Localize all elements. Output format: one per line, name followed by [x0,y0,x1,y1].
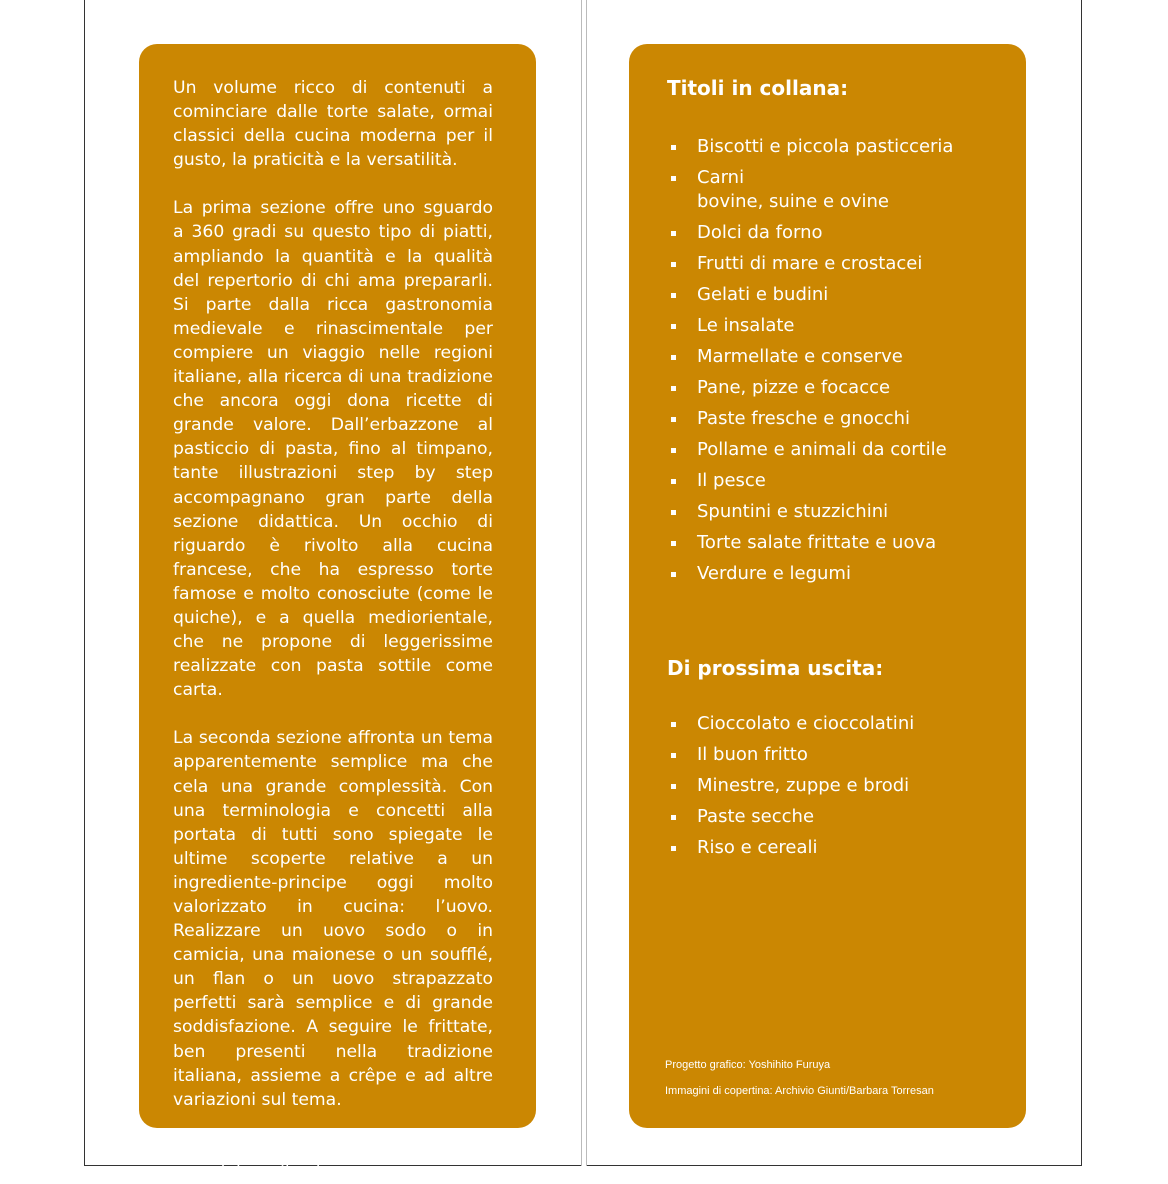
bullet-icon [671,324,676,329]
list-item [667,166,996,214]
list-item-label: Paste secche [697,806,815,827]
list-item [667,135,996,159]
list-item-label: Frutti di mare e crostacei [697,253,923,274]
list-item-label: Paste fresche e gnocchi [697,408,911,429]
list-item-label: Marmellate e conserve [697,346,903,367]
first-section-paragraph: La prima sezione offre uno sguardo a 360 gradi su questo tipo di piatti, ampliando la quantità e la qualità del repertorio di chi ama prepararli. Si parte dalla ricca gastronomia medievale e rinascimentale per compiere un viaggio nelle regioni italiane, alla ricerca di una tradizione che ancora oggi dona ricette di grande valore. Dall’erbazzone al pasticcio di pasta, fino al timpano, tante illustrazioni step by step accompagnano gran parte della sezione didattica. Un occhio di riguardo è rivolto alla cucina francese, che ha espresso torte famose e molto conosciute (come le quiche), e a quella mediorientale, che ne propone di leggerissime realizzate con pasta sottile come carta. [173,198,493,701]
list-item [667,712,996,736]
list-item [667,314,996,338]
list-item [667,805,996,829]
description-panel [139,44,536,1182]
list-item-label: Gelati e budini [697,284,829,305]
list-item [667,345,996,369]
bullet-icon [671,417,676,422]
list-item [667,836,996,860]
page-fold [581,0,587,1166]
intro-paragraph: Un volume ricco di contenuti a cominciare dalle torte salate, ormai classici della cucina moderna per il gusto, la praticità e la versatilità. [173,78,493,171]
bullet-icon [671,815,676,820]
list-item-label: Biscotti e piccola pasticceria [697,136,954,157]
bullet-icon [671,572,676,577]
list-item [667,562,996,586]
bullet-icon [671,722,676,727]
list-item [667,500,996,524]
list-item-label: Dolci da forno [697,222,823,243]
bullet-icon [671,510,676,515]
list-item-label: Torte salate frittate e uova [697,532,937,553]
series-list [667,135,996,586]
bullet-icon [671,293,676,298]
list-item [667,252,996,276]
list-item-label: Pollame e animali da cortile [697,439,947,460]
bullet-icon [671,231,676,236]
bullet-icon [671,386,676,391]
closing-paragraph: Ricette selezionate e testate completano il volume. [173,1137,493,1182]
list-item [667,376,996,400]
bullet-icon [671,145,676,150]
upcoming-heading: Di prossima uscita: [667,656,884,680]
list-item-label: Riso e cereali [697,837,818,858]
upcoming-list [667,712,996,860]
bullet-icon [671,479,676,484]
list-item-label: Verdure e legumi [697,563,851,584]
list-item [667,221,996,245]
list-item-label: Pane, pizze e focacce [697,377,891,398]
credit-cover-images: Immagini di copertina: Archivio Giunti/Barbara Torresan [665,1085,934,1097]
list-item-label: Carni [697,167,745,188]
list-item [667,469,996,493]
list-item [667,438,996,462]
list-item-label: Il pesce [697,470,766,491]
series-heading: Titoli in collana: [667,76,849,100]
bullet-icon [671,784,676,789]
list-item [667,743,996,767]
bullet-icon [671,262,676,267]
list-item [667,407,996,431]
list-item-label: Il buon fritto [697,744,808,765]
list-item-label: Minestre, zuppe e brodi [697,775,910,796]
bullet-icon [671,753,676,758]
list-item-label: Le insalate [697,315,795,336]
second-section-paragraph: La seconda sezione affronta un tema apparentemente semplice ma che cela una grande complessità. Con una terminologia e concetti alla portata di tutti sono spiegate le ultime scoperte relative a un ingrediente-principe oggi molto valorizzato in cucina: l’uovo. Realizzare un uovo sodo o in camicia, una maionese o un soufflé, un flan o un uovo strapazzato perfetti sarà semplice e di grande soddisfazione. A seguire le frittate, ben presenti nella tradizione italiana, assieme a crêpe e ad altre variazioni sul tema. [173,728,493,1110]
list-item-label: Cioccolato e cioccolatini [697,713,915,734]
bullet-icon [671,541,676,546]
list-item [667,531,996,555]
credit-design: Progetto grafico: Yoshihito Furuya [665,1059,831,1071]
bullet-icon [671,355,676,360]
bullet-icon [671,448,676,453]
bullet-icon [671,846,676,851]
series-panel [629,44,1026,1128]
bullet-icon [671,176,676,181]
credits [665,1052,934,1104]
list-item-label: bovine, suine e ovine [697,191,889,212]
list-item-label: Spuntini e stuzzichini [697,501,889,522]
list-item [667,774,996,798]
list-item [667,283,996,307]
